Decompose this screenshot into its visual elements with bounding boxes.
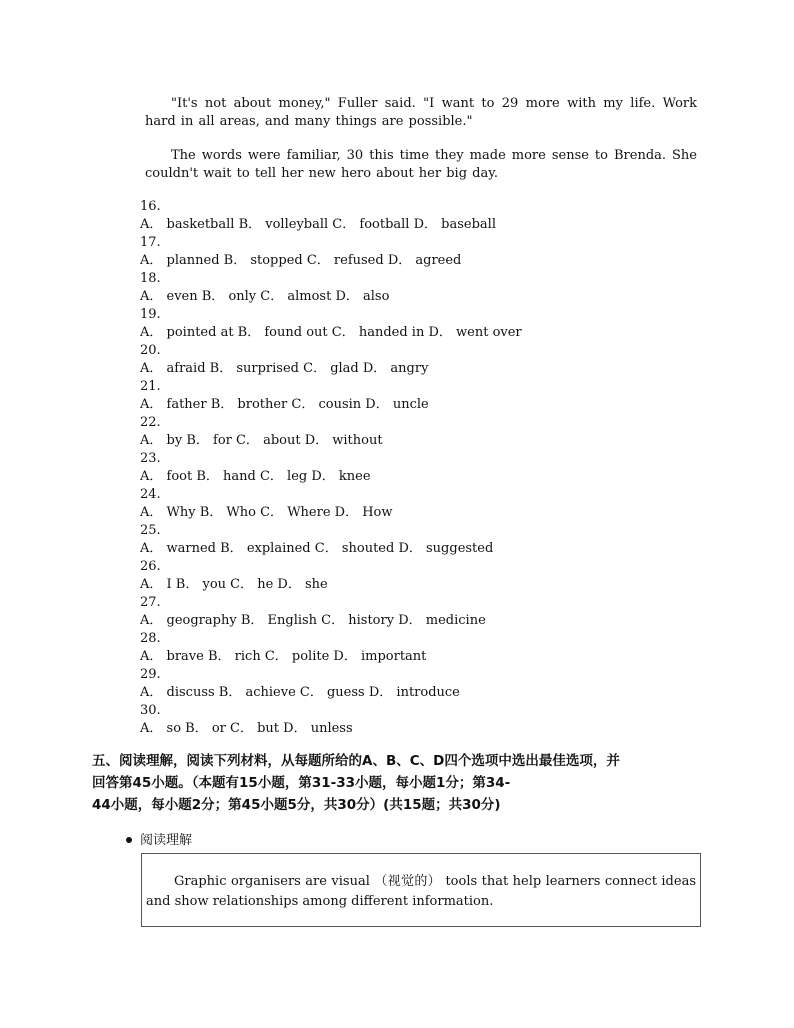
question-options: A． discuss B． achieve C． guess D． introduce — [140, 685, 460, 700]
question-number: 30. — [140, 703, 161, 718]
question-options: A． brave B． rich C． polite D． important — [140, 649, 427, 664]
question-options: A． planned B． stopped C． refused D． agreed — [140, 253, 462, 268]
question-options: A． basketball B． volleyball C． football D． baseball — [140, 217, 496, 232]
question-number: 29. — [140, 667, 161, 682]
question-options: A． pointed at B． found out C． handed in D． went over — [140, 325, 522, 340]
question-options: A． by B． for C． about D． without — [140, 433, 383, 448]
question-options: A． afraid B． surprised C． glad D． angry — [140, 361, 429, 376]
question-options: A． I B． you C． he D． she — [140, 577, 328, 592]
bullet-item — [126, 832, 192, 850]
passage-paragraph-1: "It's not about money," Fuller said. "I want to 29 more with my life. Work hard in all areas, and many things are possible." — [145, 96, 697, 129]
question-number: 16. — [140, 199, 161, 214]
question-options: A． so B． or C． but D． unless — [140, 721, 353, 736]
section-heading — [92, 750, 704, 816]
question-number: 23. — [140, 451, 161, 466]
question-list — [140, 198, 522, 738]
section-heading-line-3: 44小题，每小题2分；第45小题5分，共30分）(共15题；共30分) — [92, 797, 501, 813]
question-number: 22. — [140, 415, 161, 430]
question-number: 20. — [140, 343, 161, 358]
section-heading-line-2: 回答第45小题。（本题有15小题，第31-33小题，每小题1分；第34- — [92, 775, 511, 791]
question-number: 27. — [140, 595, 161, 610]
question-number: 24. — [140, 487, 161, 502]
question-number: 28. — [140, 631, 161, 646]
reading-passage-box — [141, 853, 701, 927]
section-heading-line-1: 五、阅读理解，阅读下列材料，从每题所给的A、B、C、D四个选项中选出最佳选项，并 — [92, 753, 620, 769]
question-number: 26. — [140, 559, 161, 574]
question-number: 17. — [140, 235, 161, 250]
passage-paragraph-2: The words were familiar, 30 this time they made more sense to Brenda. She couldn't wait to tell her new hero about her big day. — [145, 148, 697, 181]
question-options: A． even B． only C． almost D． also — [140, 289, 390, 304]
question-number: 21. — [140, 379, 161, 394]
reading-passage-text: Graphic organisers are visual （视觉的） tools that help learners connect ideas and show relationships among different information. — [146, 874, 696, 909]
question-number: 18. — [140, 271, 161, 286]
question-number: 19. — [140, 307, 161, 322]
bullet-dot-icon — [126, 837, 132, 843]
question-options: A． father B． brother C． cousin D． uncle — [140, 397, 429, 412]
question-options: A． warned B． explained C． shouted D． suggested — [140, 541, 494, 556]
question-options: A． geography B． English C． history D． medicine — [140, 613, 486, 628]
question-number: 25. — [140, 523, 161, 538]
question-options: A． Why B． Who C． Where D． How — [140, 505, 393, 520]
bullet-label: 阅读理解 — [140, 833, 193, 848]
question-options: A． foot B． hand C． leg D． knee — [140, 469, 371, 484]
